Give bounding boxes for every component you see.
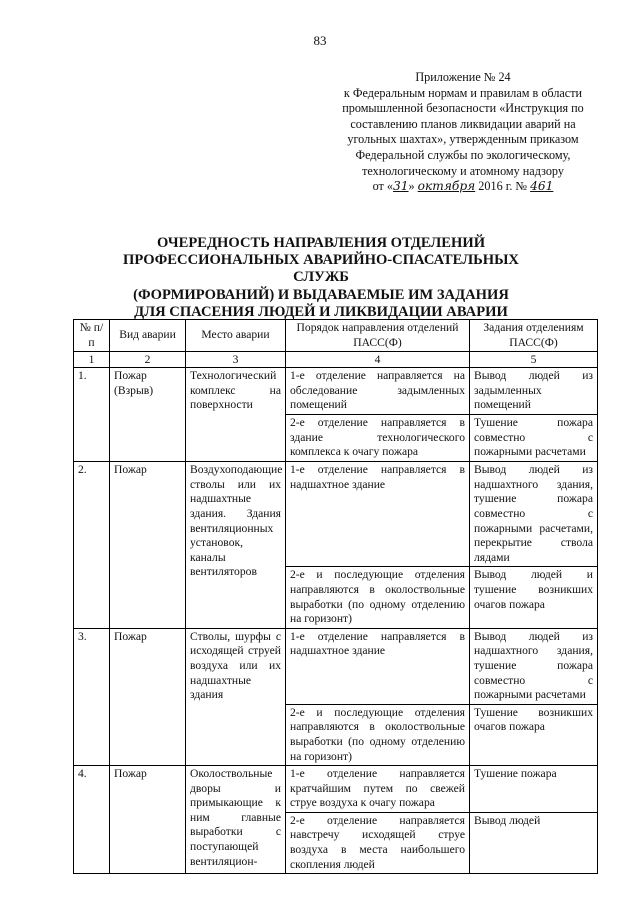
- dispatch-order: 2-е отделение направляется навстречу исходящей струе воздуха в места наибольшего скопления людей: [286, 812, 470, 873]
- column-number-row: [74, 352, 598, 368]
- header-order: Порядок направления отделений ПАСС(Ф): [286, 320, 470, 352]
- table-row: [74, 368, 598, 415]
- col-number: 1: [74, 352, 110, 368]
- accident-place: Стволы, шурфы с исходящей струей воздуха или их надшахтные здания: [186, 628, 286, 765]
- row-number: 3.: [74, 628, 110, 765]
- header-tasks: Задания отделениям ПАСС(Ф): [470, 320, 598, 352]
- order-date-line: [318, 179, 608, 195]
- table-row: [74, 628, 598, 704]
- table-header-row: [74, 320, 598, 352]
- title-line: ДЛЯ СПАСЕНИЯ ЛЮДЕЙ И ЛИКВИДАЦИИ АВАРИИ: [134, 303, 508, 320]
- squad-task: Вывод людей из задымленных помещений: [470, 368, 598, 415]
- col-number: 3: [186, 352, 286, 368]
- appendix-line: технологическому и атомному надзору: [362, 163, 564, 178]
- col-number: 5: [470, 352, 598, 368]
- dispatch-order: 1-е отделение направляется в надшахтное здание: [286, 628, 470, 704]
- appendix-line: Федеральной службы по экологическому,: [355, 147, 571, 162]
- accident-place: Воздухоподающие стволы или их надшахтные здания. Здания вентиляционных установок, каналы вентиляторов: [186, 462, 286, 629]
- date-day: 31: [393, 179, 409, 194]
- appendix-line: составлению планов ликвидации аварий на: [350, 116, 576, 131]
- header-type: Вид аварии: [110, 320, 186, 352]
- dispatch-order: 1-е отделение направляется кратчайшим путем по свежей струе воздуха к очагу пожара: [286, 766, 470, 813]
- accident-type: Пожар: [110, 628, 186, 765]
- dispatch-order: 1-е отделение направляется в надшахтное здание: [286, 462, 470, 567]
- squad-task: Вывод людей: [470, 812, 598, 873]
- accident-type: [110, 368, 186, 462]
- squad-task: Тушение пожара совместно с пожарными расчетами: [470, 415, 598, 462]
- date-month: октября: [417, 179, 476, 194]
- table-row: [74, 462, 598, 567]
- row-number: 4.: [74, 766, 110, 874]
- header-place: Место аварии: [186, 320, 286, 352]
- rescue-order-table: [73, 319, 598, 874]
- dispatch-order: 2-е и последующие отделения направляются в околоствольные выработки (по одному отделению на горизонт): [286, 704, 470, 765]
- dispatch-order: 1-е отделение направляется на обследование задымленных помещений: [286, 368, 470, 415]
- accident-type: Пожар: [110, 766, 186, 874]
- table-row: [74, 766, 598, 813]
- accident-type-line: Пожар: [114, 369, 147, 383]
- squad-task: Тушение пожара: [470, 766, 598, 813]
- accident-type: Пожар: [110, 462, 186, 629]
- dispatch-order: 2-е отделение направляется в здание технологического комплекса к очагу пожара: [286, 415, 470, 462]
- header-num: № п/п: [74, 320, 110, 352]
- page-number: 83: [313, 33, 327, 48]
- row-number: 1.: [74, 368, 110, 462]
- squad-task: Вывод людей и тушение возникших очагов пожара: [470, 567, 598, 628]
- accident-place: Технологический комплекс на поверхности: [186, 368, 286, 462]
- squad-task: Вывод людей из надшахтного здания, тушение пожара совместно с пожарными расчетами, перекрытие ствола лядами: [470, 462, 598, 567]
- col-number: 4: [286, 352, 470, 368]
- accident-type-line: (Взрыв): [114, 383, 154, 397]
- accident-place: Околоствольные дворы и примыкающие к ним главные выработки с поступающей вентиляцион-: [186, 766, 286, 874]
- appendix-line: к Федеральным нормам и правилам в области: [343, 85, 583, 100]
- title-line: ОЧЕРЕДНОСТЬ НАПРАВЛЕНИЯ ОТДЕЛЕНИЙ: [156, 235, 486, 251]
- appendix-line: угольных шахтах», утвержденным приказом: [347, 132, 579, 147]
- title-line: ПРОФЕССИОНАЛЬНЫХ АВАРИЙНО-СПАСАТЕЛЬНЫХ СЛУЖБ: [123, 252, 519, 286]
- order-number: 461: [530, 179, 554, 194]
- dispatch-order: 2-е и последующие отделения направляются в околоствольные выработки (по одному отделению на горизонт): [286, 567, 470, 628]
- date-prefix: от «: [372, 179, 394, 194]
- squad-task: Вывод людей из надшахтного здания, тушение пожара совместно с пожарными расчетами: [470, 628, 598, 704]
- col-number: 2: [110, 352, 186, 368]
- date-mid: »: [408, 179, 415, 194]
- appendix-line: промышленной безопасности «Инструкция по: [342, 101, 584, 116]
- date-suffix: 2016 г. №: [478, 179, 528, 194]
- document-title: [95, 235, 547, 321]
- title-line: (ФОРМИРОВАНИЙ) И ВЫДАВАЕМЫЕ ИМ ЗАДАНИЯ: [133, 286, 509, 303]
- appendix-line: Приложение № 24: [415, 70, 511, 84]
- row-number: 2.: [74, 462, 110, 629]
- squad-task: Тушение возникших очагов пожара: [470, 704, 598, 765]
- appendix-header: [318, 70, 608, 195]
